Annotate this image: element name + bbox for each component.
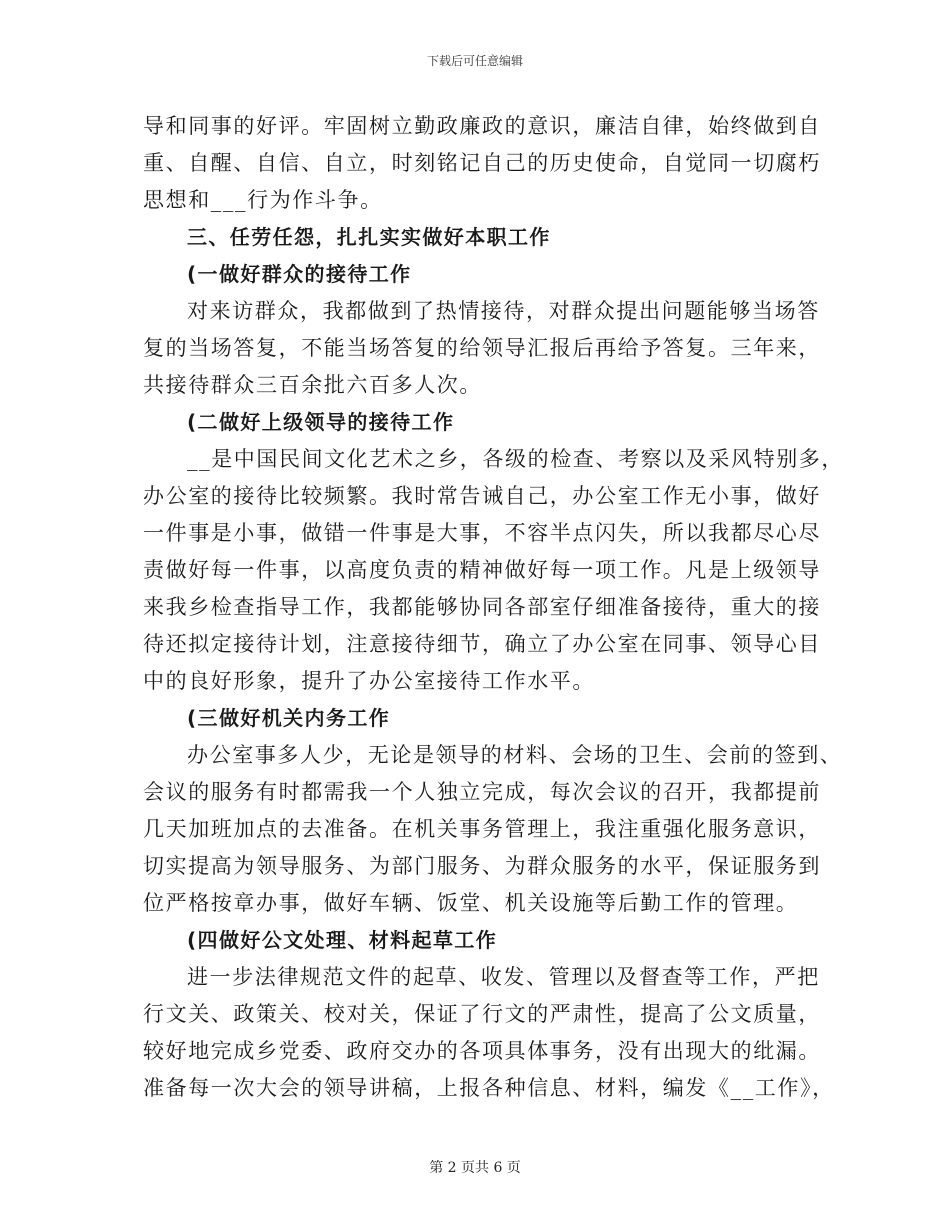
paragraph-line: 几天加班加点的去准备。在机关事务管理上，我注重强化服务意识， xyxy=(143,817,821,841)
section-heading: 三、任劳任怨，扎扎实实做好本职工作 xyxy=(187,225,551,249)
section-heading: (二做好上级领导的接待工作 xyxy=(187,410,455,434)
paragraph-line: 导和同事的好评。牢固树立勤政廉政的意识，廉洁自律，始终做到自 xyxy=(143,114,821,138)
paragraph-line: 较好地完成乡党委、政府交办的各项具体事务，没有出现大的纰漏。 xyxy=(143,1039,821,1063)
paragraph-line: 办公室的接待比较频繁。我时常告诫自己，办公室工作无小事，做好 xyxy=(143,484,821,508)
paragraph-first-line: 对来访群众，我都做到了热情接待，对群众提出问题能够当场答 xyxy=(187,299,820,323)
paragraph-line: 复的当场答复，不能当场答复的给领导汇报后再给予答复。三年来， xyxy=(143,336,821,360)
paragraph-line: 重、自醒、自信、自立，时刻铭记自己的历史使命，自觉同一切腐朽 xyxy=(143,151,821,175)
section-heading: (一做好群众的接待工作 xyxy=(187,262,412,286)
paragraph-first-line: 进一步法律规范文件的起草、收发、管理以及督查等工作，严把 xyxy=(187,965,820,989)
paragraph-line: 共接待群众三百余批六百多人次。 xyxy=(143,373,482,397)
paragraph-line: 来我乡检查指导工作，我都能够协同各部室仔细准备接待，重大的接 xyxy=(143,595,821,619)
paragraph-line: 中的良好形象，提升了办公室接待工作水平。 xyxy=(143,669,595,693)
paragraph-line: 会议的服务有时都需我一个人独立完成，每次会议的召开，我都提前 xyxy=(143,780,821,804)
paragraph-line: 行文关、政策关、校对关，保证了行文的严肃性，提高了公文质量， xyxy=(143,1002,821,1026)
paragraph-line: 一件事是小事，做错一件事是大事，不容半点闪失，所以我都尽心尽 xyxy=(143,521,821,545)
paragraph-line: 责做好每一件事，以高度负责的精神做好每一项工作。凡是上级领导 xyxy=(143,558,821,582)
section-heading: (三做好机关内务工作 xyxy=(187,706,391,730)
paragraph-line: 切实提高为领导服务、为部门服务、为群众服务的水平，保证服务到 xyxy=(143,854,821,878)
paragraph-first-line: 办公室事多人少，无论是领导的材料、会场的卫生、会前的签到、 xyxy=(187,743,843,767)
document-body xyxy=(143,108,844,1107)
paragraph-line: 思想和___行为作斗争。 xyxy=(143,188,383,212)
paragraph-line: 位严格按章办事，做好车辆、饭堂、机关设施等后勤工作的管理。 xyxy=(143,891,799,915)
page-footer: 第 2 页共 6 页 xyxy=(429,1160,521,1176)
page-header: 下载后可任意编辑 xyxy=(426,54,523,68)
paragraph-line: 准备每一次大会的领导讲稿，上报各种信息、材料，编发《__工作》， xyxy=(143,1076,835,1100)
paragraph-first-line: __是中国民间文化艺术之乡，各级的检查、考察以及采风特别多， xyxy=(187,447,844,471)
section-heading: (四做好公文处理、材料起草工作 xyxy=(187,928,498,952)
paragraph-line: 待还拟定接待计划，注意接待细节，确立了办公室在同事、领导心目 xyxy=(143,632,821,656)
